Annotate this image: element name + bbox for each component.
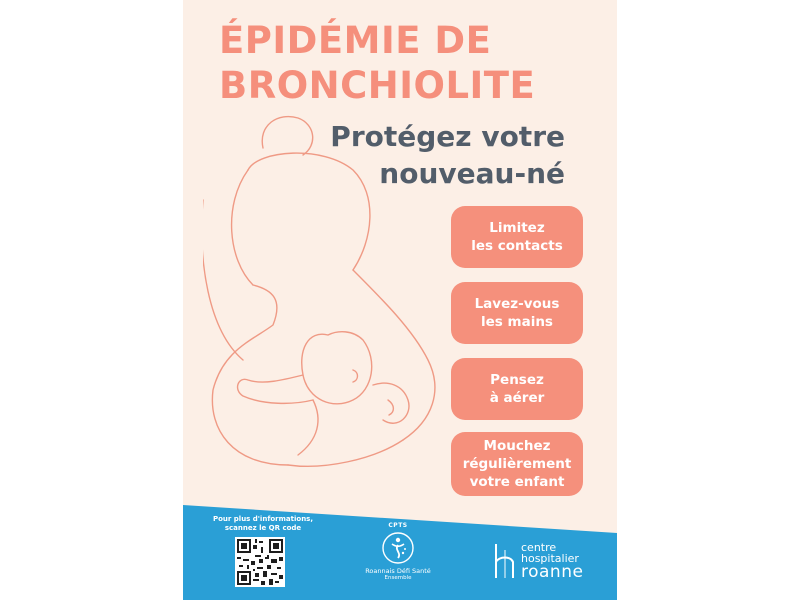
hospital-logo-icon (493, 542, 517, 580)
subtitle-line-1: Protégez votre (330, 120, 565, 153)
tip-line: votre enfant (469, 474, 565, 490)
subtitle-line-2: nouveau-né (379, 157, 565, 190)
tip-line: les contacts (471, 238, 563, 254)
info-line: Pour plus d'informations, (212, 515, 314, 523)
tip-line: à aérer (489, 390, 545, 406)
tip-line: Lavez-vous (474, 296, 560, 312)
cpts-logo-icon (381, 531, 415, 565)
title-line-2: BRONCHIOLITE (219, 64, 536, 107)
hospital-line-2: hospitalier (521, 552, 579, 565)
poster (183, 0, 617, 600)
tip-line: les mains (481, 314, 553, 330)
qr-code[interactable] (235, 537, 285, 587)
cpts-logo-block (363, 522, 433, 582)
tip-line: Pensez (490, 372, 544, 388)
cpts-label: CPTS (388, 522, 408, 529)
cpts-name: Roannais Défi Santé (365, 567, 431, 575)
hospital-line-1: centre (521, 541, 557, 554)
tip-line: Limitez (489, 220, 545, 236)
qr-instructions (203, 515, 323, 533)
tip-line: régulièrement (462, 456, 572, 472)
tip-line: Mouchez (483, 438, 551, 454)
footer-band (183, 0, 617, 600)
title-line-1: ÉPIDÉMIE DE (219, 19, 492, 62)
cpts-sub: Ensemble (384, 575, 412, 581)
hospital-line-3: roanne (521, 562, 584, 582)
info-line: scannez le QR code (224, 524, 302, 532)
